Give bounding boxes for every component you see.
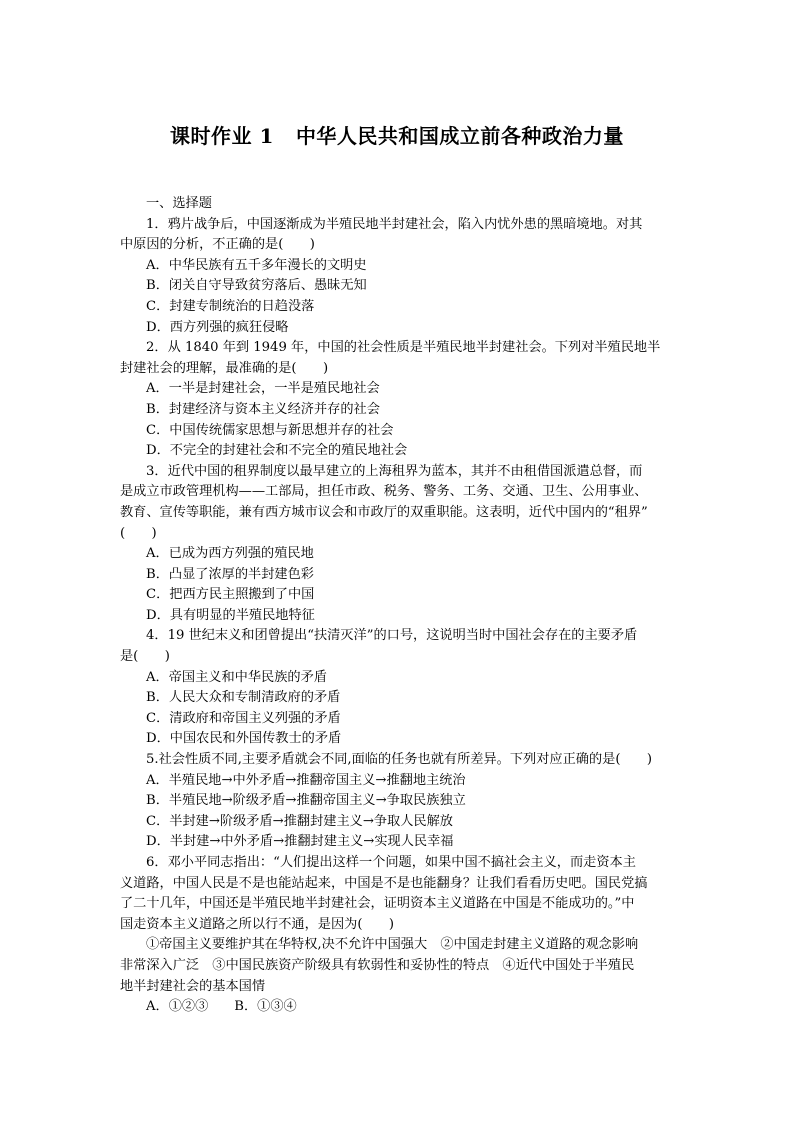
question-4-line-1: 4．19 世纪末义和团曾提出“扶清灭洋”的口号，这说明当时中国社会存在的主要矛盾 xyxy=(146,628,638,644)
content-body xyxy=(120,194,685,1018)
question-3-line-4: ( ) xyxy=(120,525,157,541)
question-2-line-2: 封建社会的理解，最准确的是( ) xyxy=(120,360,329,376)
question-6-option-b: B．①③④ xyxy=(234,999,297,1015)
question-3-line-3: 教育、宣传等职能，兼有西方城市议会和市政厅的双重职能。这表明，近代中国内的“租界” xyxy=(120,504,648,520)
question-1-line-1: 1．鸦片战争后，中国逐渐成为半殖民地半封建社会，陷入内忧外患的黑暗境地。对其 xyxy=(146,216,643,232)
question-2-option-c: C．中国传统儒家思想与新思想并存的社会 xyxy=(146,422,394,438)
question-4-option-d: D．中国农民和外国传教士的矛盾 xyxy=(146,731,342,747)
question-3-option-c: C．把西方民主照搬到了中国 xyxy=(146,587,315,603)
question-4-line-2: 是( ) xyxy=(120,649,170,665)
question-2-option-b: B．封建经济与资本主义经济并存的社会 xyxy=(146,401,380,417)
question-3-line-2: 是成立市政管理机构——工部局，担任市政、税务、警务、工务、交通、卫生、公用事业、 xyxy=(120,484,648,500)
question-4-option-a: A．帝国主义和中华民族的矛盾 xyxy=(146,669,327,685)
question-4-option-b: B．人民大众和专制清政府的矛盾 xyxy=(146,690,341,706)
title-part2: 中华人民共和国成立前各种政治力量 xyxy=(295,124,624,148)
question-1-option-c: C．封建专制统治的日趋没落 xyxy=(146,298,315,314)
page-title xyxy=(0,120,794,149)
question-3-option-a: A．已成为西方列强的殖民地 xyxy=(146,546,314,562)
question-1-option-d: D．西方列强的疯狂侵略 xyxy=(146,319,289,335)
question-1-option-b: B．闭关自守导致贫穷落后、愚昧无知 xyxy=(146,278,367,294)
question-6-line-2: 义道路，中国人民是不是也能站起来，中国是不是也能翻身？让我们看看历史吧。国民党搞 xyxy=(120,875,648,891)
question-2-option-d: D．不完全的封建社会和不完全的殖民地社会 xyxy=(146,443,408,459)
question-6-line-1: 6．邓小平同志指出：“人们提出这样一个问题，如果中国不搞社会主义，而走资本主 xyxy=(146,855,636,870)
title-part1: 课时作业 1 xyxy=(170,124,274,148)
question-3-option-b: B．凸显了浓厚的半封建色彩 xyxy=(146,566,314,582)
question-6-statement-line-1: ①帝国主义要维护其在华特权,决不允许中国强大 ②中国走封建主义道路的观念影响 xyxy=(146,937,639,953)
question-4-option-c: C．清政府和帝国主义列强的矛盾 xyxy=(146,710,341,726)
question-6-statement-line-2: 非常深入广泛 ③中国民族资产阶级具有软弱性和妥协性的特点 ④近代中国处于半殖民 xyxy=(120,957,635,973)
question-1-option-a: A．中华民族有五千多年漫长的文明史 xyxy=(146,257,367,273)
question-6-option-a: A．①②③ xyxy=(146,999,209,1015)
question-1-line-2: 中原因的分析，不正确的是( ) xyxy=(120,237,315,253)
question-3-line-1: 3．近代中国的租界制度以最早建立的上海租界为蓝本，其并不由租借国派遣总督，而 xyxy=(146,463,643,479)
question-2-line-1: 2．从 1840 年到 1949 年，中国的社会性质是半殖民地半封建社会。下列对半殖民地半 xyxy=(146,340,661,356)
question-6-line-3: 了二十几年，中国还是半殖民地半封建社会，证明资本主义道路在中国是不能成功的。”中 xyxy=(120,896,635,912)
question-6-line-4: 国走资本主义道路之所以行不通，是因为( ) xyxy=(120,916,395,932)
question-6-options xyxy=(120,997,685,1018)
question-2-option-a: A．一半是封建社会，一半是殖民地社会 xyxy=(146,381,380,397)
question-5-option-d: D．半封建→中外矛盾→推翻封建主义→实现人民幸福 xyxy=(146,834,454,850)
question-5-option-a: A．半殖民地→中外矛盾→推翻帝国主义→推翻地主统治 xyxy=(146,772,466,788)
question-5-option-b: B．半殖民地→阶级矛盾→推翻帝国主义→争取民族独立 xyxy=(146,793,466,809)
question-5-option-c: C．半封建→阶级矛盾→推翻封建主义→争取人民解放 xyxy=(146,813,453,829)
question-5-line-1: 5.社会性质不同,主要矛盾就会不同,面临的任务也就有所差异。下列对应正确的是( ) xyxy=(146,752,653,768)
question-6-statement-line-3: 地半封建社会的基本国情 xyxy=(120,978,266,994)
question-3-option-d: D．具有明显的半殖民地特征 xyxy=(146,607,315,623)
section-heading: 一、选择题 xyxy=(146,196,212,211)
